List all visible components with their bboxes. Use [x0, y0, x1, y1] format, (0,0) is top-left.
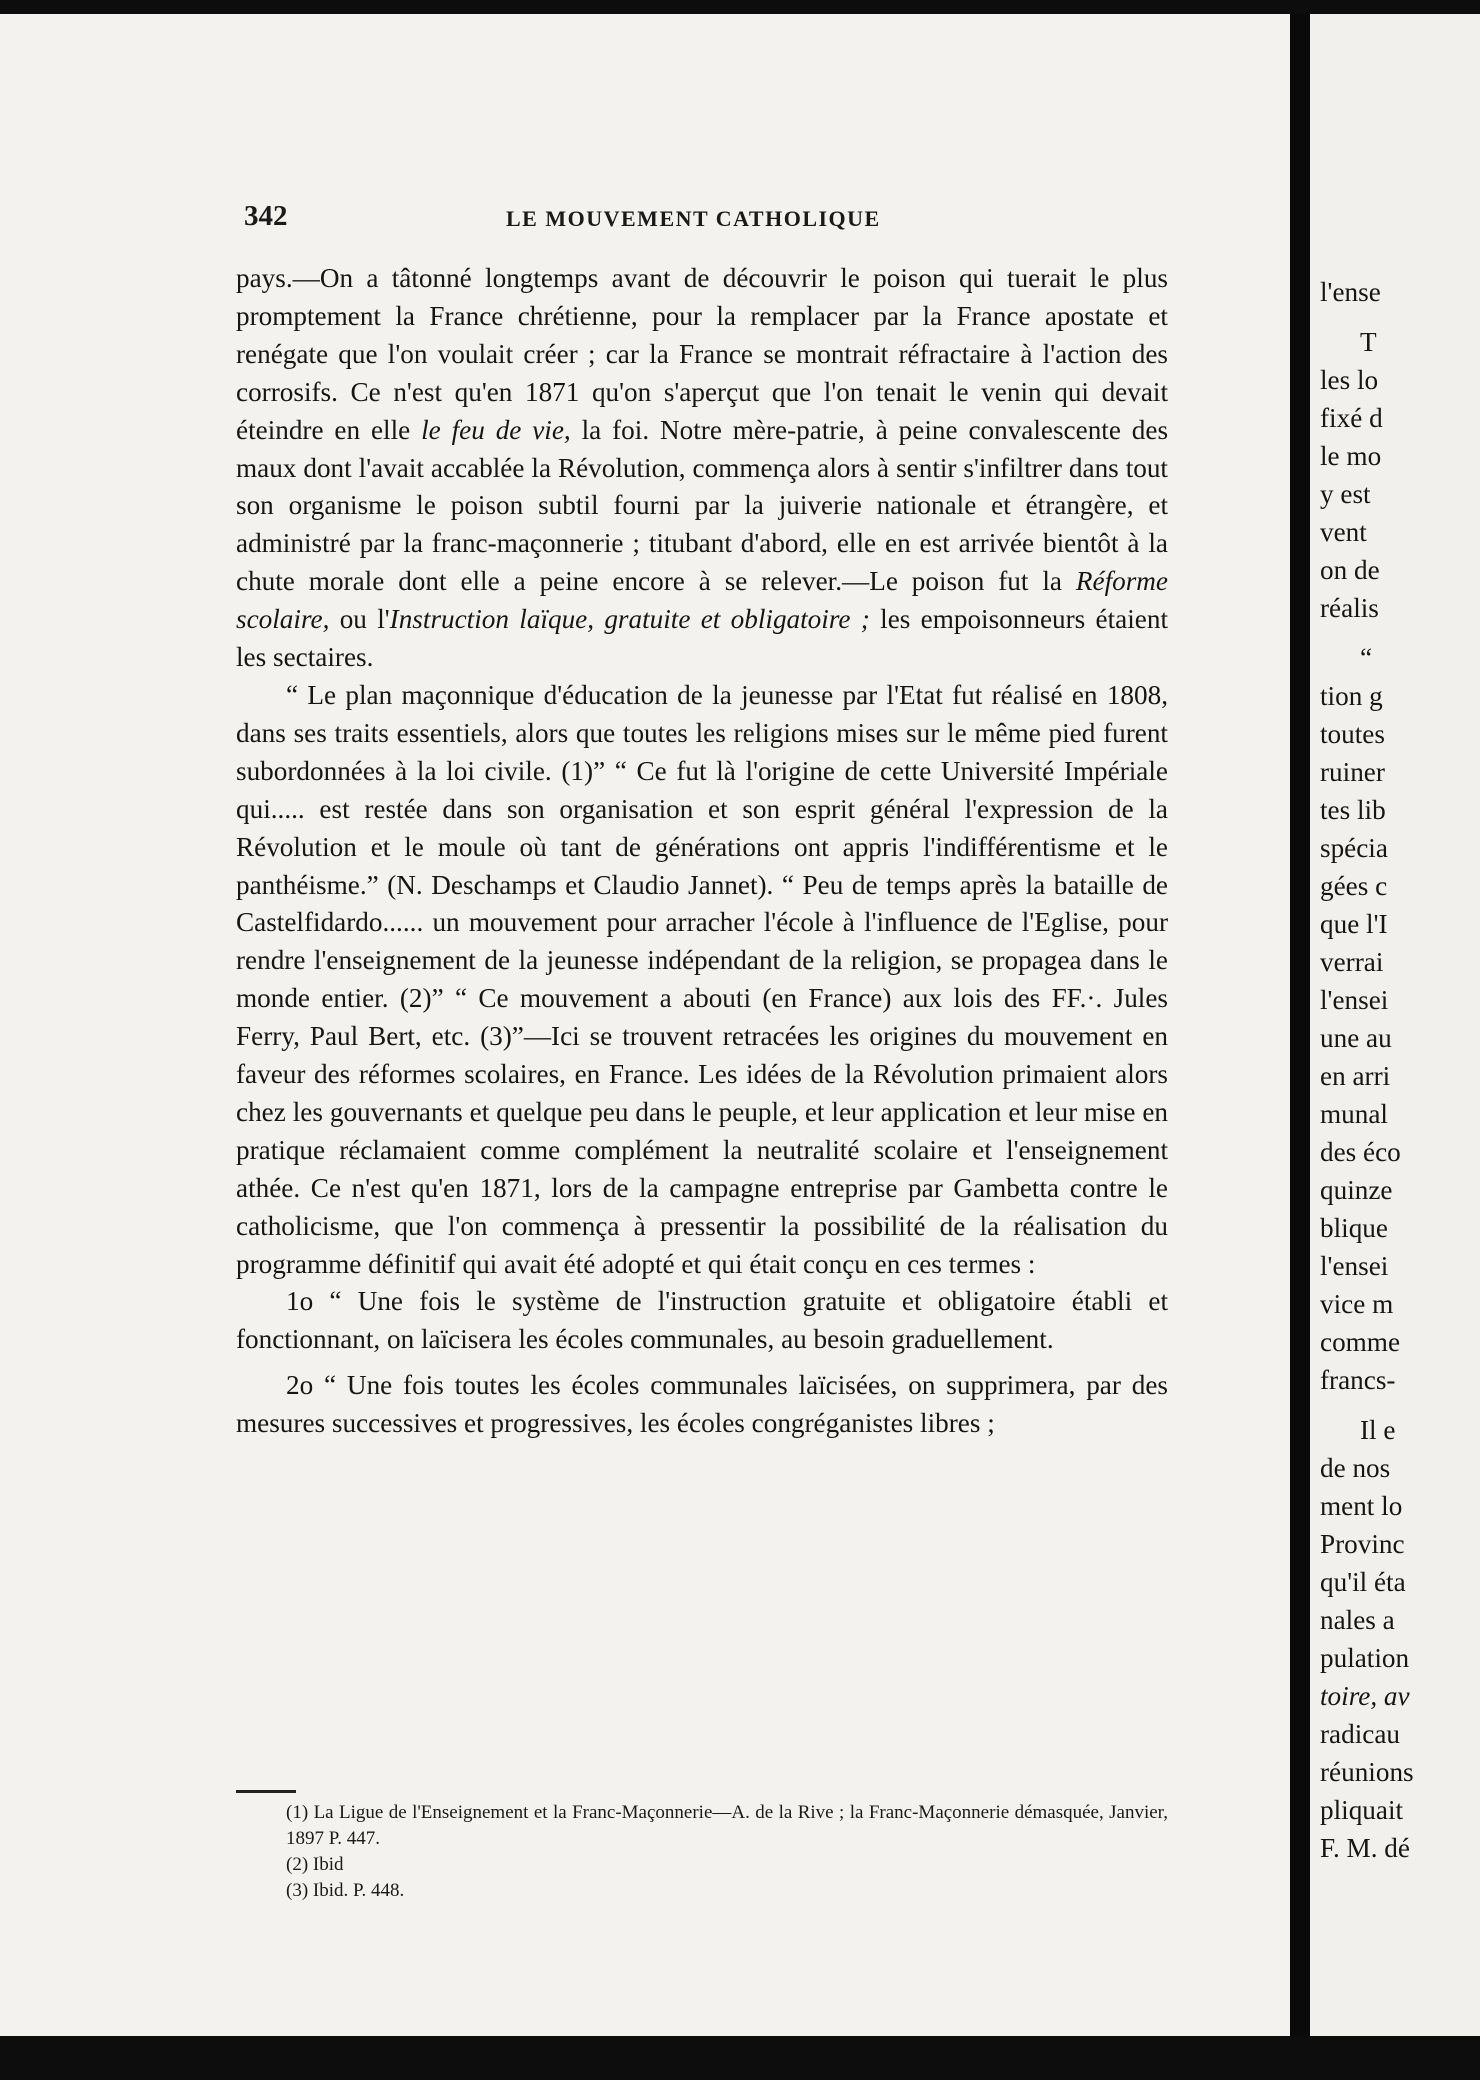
footnote-3: (3) Ibid. P. 448.	[286, 1880, 405, 1901]
list-item-1: 1o “ Une fois le système de l'instruction gratuite et obligatoire établi et fonctionnant, on laïcisera les écoles communales, au besoin graduellement.	[236, 1286, 1168, 1355]
right-page-line: que l'I	[1320, 909, 1388, 939]
book-gutter	[1290, 14, 1310, 2036]
right-page-line: qu'il éta	[1320, 1567, 1406, 1597]
right-page-line: nales a	[1320, 1605, 1395, 1635]
right-page-line: l'ensei	[1320, 985, 1389, 1015]
right-page-line: comme	[1320, 1327, 1401, 1357]
right-page-line: F. M. dé	[1320, 1833, 1410, 1863]
right-page-line: toutes	[1320, 719, 1385, 749]
body-text	[236, 260, 1168, 1443]
right-page-line: réunions	[1320, 1757, 1414, 1787]
footnote-rule	[236, 1790, 296, 1793]
running-title: LE MOUVEMENT CATHOLIQUE	[506, 206, 881, 231]
right-page-line: le mo	[1320, 441, 1382, 471]
right-page-line: verrai	[1320, 947, 1384, 977]
right-page-partial	[1310, 14, 1480, 2036]
scan-top-border	[0, 0, 1480, 14]
right-page-line: “	[1360, 643, 1373, 673]
right-page-line: Il e	[1360, 1415, 1396, 1445]
running-head	[244, 200, 1168, 240]
right-page-line: une au	[1320, 1023, 1392, 1053]
list-item-2: 2o “ Une fois toutes les écoles communales laïcisées, on supprimera, par des mesures successives et progressives, les écoles congréganistes libres ;	[236, 1370, 1168, 1439]
right-page-line: on de	[1320, 555, 1380, 585]
right-page-line: ment lo	[1320, 1491, 1403, 1521]
right-page-line: Provinc	[1320, 1529, 1405, 1559]
footnote-1: (1) La Ligue de l'Enseignement et la Franc-Maçonnerie—A. de la Rive ; la Franc-Maçonnerie démasquée, Janvier, 1897 P. 447.	[286, 1802, 1168, 1849]
right-page-line: en arri	[1320, 1061, 1391, 1091]
right-page-line: de nos	[1320, 1453, 1391, 1483]
right-page-line: T	[1360, 327, 1377, 357]
left-page	[0, 14, 1292, 2036]
right-page-line: vent	[1320, 517, 1367, 547]
right-page-line: radicau	[1320, 1719, 1400, 1749]
right-page-line: vice m	[1320, 1289, 1394, 1319]
right-page-line: fixé d	[1320, 403, 1383, 433]
paragraph-1: pays.—On a tâtonné longtemps avant de découvrir le poison qui tuerait le plus promptement la France chrétienne, pour la remplacer par la France apostate et renégate que l'on voulait créer ; car la France se montrait réfractaire à l'action des corrosifs. Ce n'est qu'en 1871 qu'on s'aperçut que l'on tenait le venin qui devait éteindre en elle le feu de vie, la foi. Notre mère-patrie, à peine convalescente des maux dont l'avait accablée la Révolution, commença alors à sentir s'infiltrer dans tout son organisme le poison subtil fourni par la juiverie nationale et étrangère, et administré par la franc-maçonnerie ; titubant d'abord, elle en est arrivée bientôt à la chute morale dont elle a peine encore à se relever.—Le poison fut la Réforme scolaire, ou l'Instruction laïque, gratuite et obligatoire ; les empoisonneurs étaient les sectaires.	[236, 263, 1169, 673]
right-page-line: pulation	[1320, 1643, 1410, 1673]
right-page-line: tes lib	[1320, 795, 1386, 825]
right-page-line: y est	[1320, 479, 1371, 509]
right-page-line: des éco	[1320, 1137, 1401, 1167]
scan-bottom-border	[0, 2036, 1480, 2080]
footnotes	[236, 1800, 1168, 1904]
right-page-line: toire, av	[1320, 1681, 1410, 1711]
right-page-line: francs-	[1320, 1365, 1396, 1395]
right-page-line: pliquait	[1320, 1795, 1404, 1825]
right-page-line: l'ense	[1320, 277, 1381, 307]
page-number: 342	[244, 200, 288, 232]
right-page-line: quinze	[1320, 1175, 1393, 1205]
right-page-line: les lo	[1320, 365, 1379, 395]
paragraph-2: “ Le plan maçonnique d'éducation de la jeunesse par l'Etat fut réalisé en 1808, dans ses traits essentiels, alors que toutes les religions mises sur le même pied furent subordonnées à la loi civile. (1)” “ Ce fut là l'origine de cette Université Impériale qui..... est restée dans son organisation et son esprit général l'expression de la Révolution et le moule où tant de générations ont appris l'indifférentisme et le panthéisme.” (N. Deschamps et Claudio Jannet). “ Peu de temps après la bataille de Castelfidardo...... un mouvement pour arracher l'école à l'influence de l'Eglise, pour rendre l'enseignement de la jeunesse indépendant de la religion, se propagea dans le monde entier. (2)” “ Ce mouvement a abouti (en France) aux lois des FF.·. Jules Ferry, Paul Bert, etc. (3)”—Ici se trouvent retracées les origines du mouvement en faveur des réformes scolaires, en France. Les idées de la Révolution primaient alors chez les gouvernants et quelque peu dans le peuple, et leur application et leur mise en pratique réclamaient comme complément la neutralité scolaire et l'enseignement athée. Ce n'est qu'en 1871, lors de la campagne entreprise par Gambetta contre le catholicisme, que l'on commença à pressentir la possibilité de la réalisation du programme définitif qui avait été adopté et qui était conçu en ces termes :	[236, 679, 1168, 1279]
right-page-line: tion g	[1320, 681, 1383, 711]
right-page-line: réalis	[1320, 593, 1379, 623]
right-page-line: spécia	[1320, 833, 1388, 863]
right-page-line: ruiner	[1320, 757, 1385, 787]
right-page-line: munal	[1320, 1099, 1388, 1129]
right-page-line: blique	[1320, 1213, 1388, 1243]
footnote-2: (2) Ibid	[286, 1854, 344, 1875]
right-page-line: l'ensei	[1320, 1251, 1389, 1281]
right-page-line: gées c	[1320, 871, 1388, 901]
